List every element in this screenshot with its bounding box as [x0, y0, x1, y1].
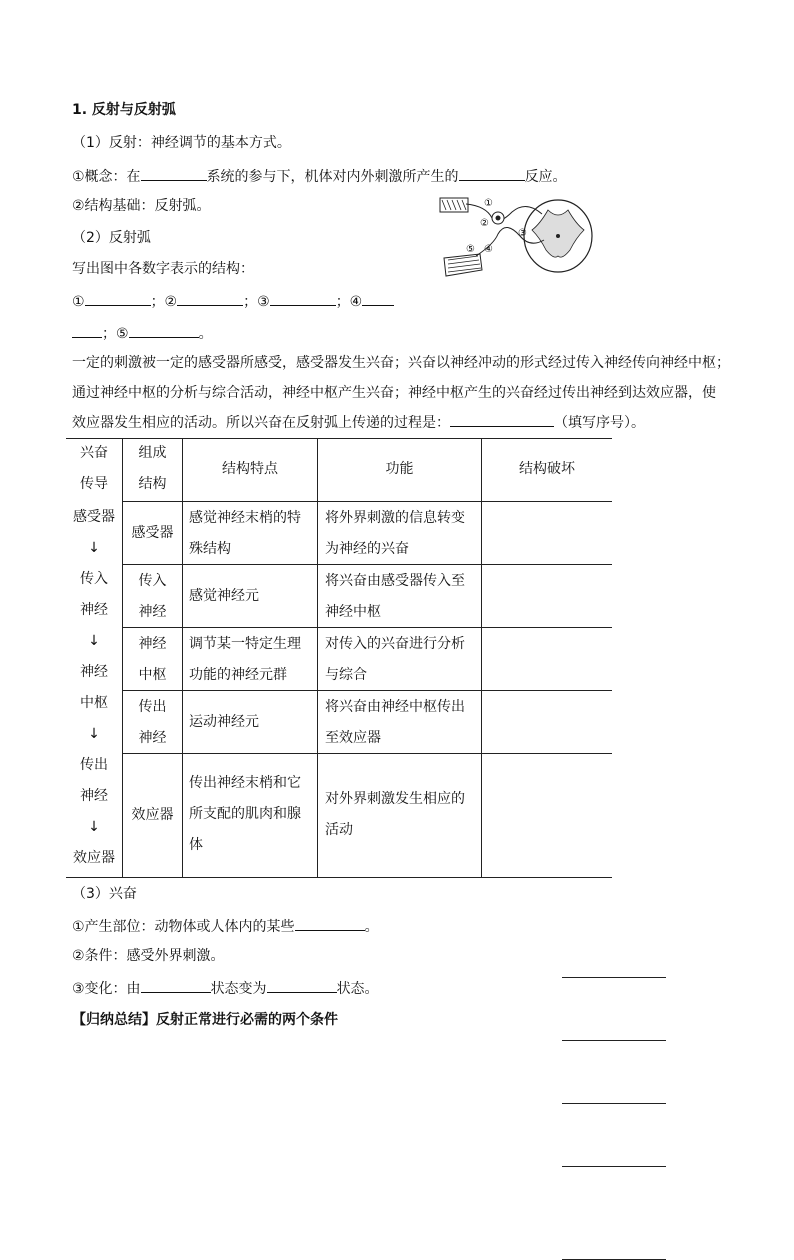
answer-blank[interactable]	[295, 915, 365, 931]
excitation-change	[72, 977, 379, 999]
row-4-damage-blank[interactable]	[562, 1166, 666, 1167]
row-3-component: 神经 中枢	[138, 636, 167, 683]
answer-blank[interactable]	[129, 322, 199, 338]
table-border	[122, 501, 612, 502]
figure-label-3: ③	[518, 228, 527, 239]
figure-label-1: ①	[484, 198, 493, 209]
flow-item: 神经	[80, 788, 108, 804]
row-2-function: 将兴奋由感受器传入至 神经中枢	[325, 573, 465, 620]
site-suffix: 。	[364, 919, 379, 935]
skin-receptor-icon	[440, 198, 468, 212]
item-4-label: ；④	[335, 294, 363, 310]
table-border	[481, 438, 482, 878]
row-3-function: 对传入的兴奋进行分析 与综合	[325, 636, 465, 683]
row-2-damage-blank[interactable]	[562, 1040, 666, 1041]
answer-blank[interactable]	[450, 411, 554, 427]
answer-blank[interactable]	[362, 290, 394, 306]
row-5-component: 效应器	[131, 807, 174, 823]
answer-blank[interactable]	[85, 290, 151, 306]
flow-item: 中枢	[80, 695, 108, 711]
muscle-effector-icon	[444, 254, 482, 276]
arc-heading: （2）反射弧	[72, 230, 151, 246]
figure-label-4: ④	[484, 244, 493, 255]
header-component: 组成 结构	[138, 445, 167, 492]
section-title: 1. 反射与反射弧	[72, 102, 176, 118]
excitation-condition: ②条件：感受外界刺激。	[72, 948, 225, 964]
answer-blank[interactable]	[72, 322, 102, 338]
table-border	[182, 438, 183, 878]
reflex-heading: （1）反射：神经调节的基本方式。	[72, 135, 291, 151]
item-2-label: ；②	[150, 294, 178, 310]
row-5-function: 对外界刺激发生相应的 活动	[325, 791, 465, 838]
row-3-damage-blank[interactable]	[562, 1103, 666, 1104]
row-1-function: 将外界刺激的信息转变 为神经的兴奋	[325, 510, 465, 557]
answer-blank[interactable]	[141, 977, 211, 993]
concept-mid: 系统的参与下，机体对内外刺激所产生的	[206, 169, 459, 185]
answer-blank[interactable]	[267, 977, 337, 993]
process-suffix: （填写序号）。	[554, 415, 645, 431]
summary-heading: 【归纳总结】反射正常进行必需的两个条件	[72, 1012, 338, 1028]
end-mark: 。	[198, 326, 213, 342]
flow-item: 神经	[80, 664, 108, 680]
answer-blank[interactable]	[141, 165, 207, 181]
figure-label-2: ②	[480, 218, 489, 229]
paragraph-line-1: 一定的刺激被一定的感受器所感受，感受器发生兴奋；兴奋以神经冲动的形式经过传入神经传向神经中枢；	[72, 355, 730, 371]
spinal-cord-section-icon	[524, 200, 592, 272]
arc-instruction: 写出图中各数字表示的结构：	[72, 261, 254, 277]
flow-arrow: ↓	[88, 633, 100, 649]
structure-basis: ②结构基础：反射弧。	[72, 198, 211, 214]
row-4-function: 将兴奋由神经中枢传出 至效应器	[325, 699, 465, 746]
concept-prefix: ①概念：在	[72, 169, 141, 185]
change-mid: 状态变为	[210, 981, 267, 997]
conduction-flow	[66, 502, 122, 874]
header-damage: 结构破坏	[519, 461, 575, 477]
flow-item: 神经	[80, 602, 108, 618]
answer-blank[interactable]	[270, 290, 336, 306]
flow-item: 感受器	[73, 509, 115, 525]
header-conduction: 兴奋 传导	[80, 445, 108, 492]
item-5-label: ；⑤	[102, 326, 129, 342]
flow-arrow: ↓	[88, 819, 100, 835]
item-3-label: ；③	[243, 294, 270, 310]
reflex-arc-table	[66, 438, 612, 878]
item-1-label: ①	[72, 294, 85, 310]
reflex-arc-figure	[436, 190, 596, 282]
paragraph-line-2: 通过神经中枢的分析与综合活动，神经中枢产生兴奋；神经中枢产生的兴奋经过传出神经到达效应器，使	[72, 385, 716, 401]
row-5-feature: 传出神经末梢和它 所支配的肌肉和腺 体	[189, 775, 301, 853]
change-prefix: ③变化：由	[72, 981, 141, 997]
arc-blanks-line	[72, 290, 394, 312]
row-3-feature: 调节某一特定生理 功能的神经元群	[189, 636, 301, 683]
answer-blank[interactable]	[177, 290, 243, 306]
paragraph-line-3	[72, 408, 732, 438]
site-prefix: ①产生部位：动物体或人体内的某些	[72, 919, 295, 935]
concept-line	[72, 165, 567, 187]
excitation-site	[72, 915, 379, 937]
header-feature: 结构特点	[222, 461, 278, 477]
table-border	[66, 877, 612, 878]
row-2-feature: 感觉神经元	[189, 588, 259, 604]
row-4-component: 传出 神经	[138, 699, 167, 746]
row-4-feature: 运动神经元	[189, 714, 259, 730]
change-suffix: 状态。	[336, 981, 379, 997]
process-prefix: 效应器发生相应的活动。所以兴奋在反射弧上传递的过程是：	[72, 415, 450, 431]
concept-suffix: 反应。	[524, 169, 567, 185]
flow-arrow: ↓	[88, 726, 100, 742]
row-1-feature: 感觉神经末梢的特 殊结构	[189, 510, 301, 557]
row-1-component: 感受器	[131, 525, 174, 541]
flow-item: 传出	[80, 757, 108, 773]
excitation-heading: （3）兴奋	[72, 886, 137, 902]
row-2-component: 传入 神经	[138, 573, 167, 620]
table-border	[317, 438, 318, 878]
arc-blanks-line-2	[72, 322, 213, 344]
figure-label-5: ⑤	[466, 244, 475, 255]
flow-item: 传入	[80, 571, 108, 587]
flow-item: 效应器	[73, 850, 115, 866]
row-1-damage-blank[interactable]	[562, 977, 666, 978]
flow-arrow: ↓	[88, 540, 100, 556]
header-function: 功能	[385, 461, 414, 477]
answer-blank[interactable]	[459, 165, 525, 181]
